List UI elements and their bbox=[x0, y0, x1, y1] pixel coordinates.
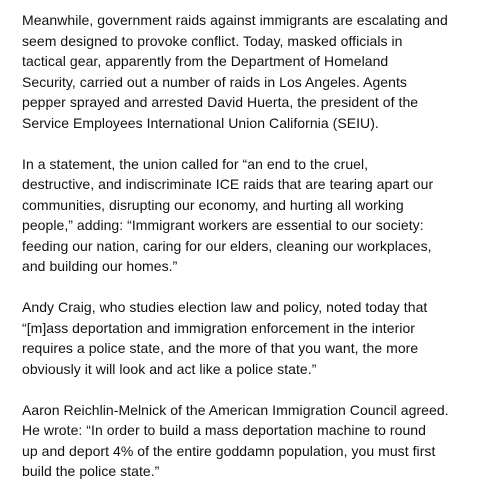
text-line: obviously it will look and act like a police state.” bbox=[22, 360, 317, 377]
text-line: Security, carried out a number of raids in Los Angeles. Agents bbox=[22, 73, 407, 90]
text-line: seem designed to provoke conflict. Today, masked officials in bbox=[22, 32, 403, 49]
text-line: people,” adding: “Immigrant workers are essential to our society: bbox=[22, 217, 424, 233]
text-line: and building our homes.” bbox=[22, 258, 178, 274]
text-line: Aaron Reichlin-Melnick of the American Immigration Council agreed. bbox=[22, 401, 449, 418]
text-line: “[m]ass deportation and immigration enforcement in the interior bbox=[22, 319, 416, 336]
text-line: pepper sprayed and arrested David Huerta, the president of the bbox=[22, 94, 419, 110]
text-line: up and deport 4% of the entire goddamn population, you must first bbox=[22, 442, 436, 459]
text-line: In a statement, the union called for “an end to the cruel, bbox=[22, 155, 369, 172]
text-line: Meanwhile, government raids against immigrants are escalating and bbox=[22, 12, 448, 28]
text-line: Service Employees International Union California (SEIU). bbox=[22, 114, 379, 131]
paragraph-aaron-reichlin-melnick bbox=[22, 400, 470, 482]
text-line: destructive, and indiscriminate ICE raids that are tearing apart our bbox=[22, 176, 434, 192]
text-line: requires a police state, and the more of that you want, the more bbox=[22, 340, 419, 356]
text-line: feeding our nation, caring for our elders, cleaning our workplaces, bbox=[22, 237, 432, 254]
paragraph-union-statement bbox=[22, 154, 470, 277]
text-line: Andy Craig, who studies election law and policy, noted today that bbox=[22, 299, 428, 315]
text-line: communities, disrupting our economy, and hurting all working bbox=[22, 196, 404, 213]
paragraph-andy-craig bbox=[22, 297, 470, 379]
text-line: He wrote: “In order to build a mass deportation machine to round bbox=[22, 422, 426, 438]
text-line: build the police state.” bbox=[22, 463, 160, 479]
paragraph-raids bbox=[22, 10, 470, 133]
text-line: tactical gear, apparently from the Department of Homeland bbox=[22, 53, 389, 69]
